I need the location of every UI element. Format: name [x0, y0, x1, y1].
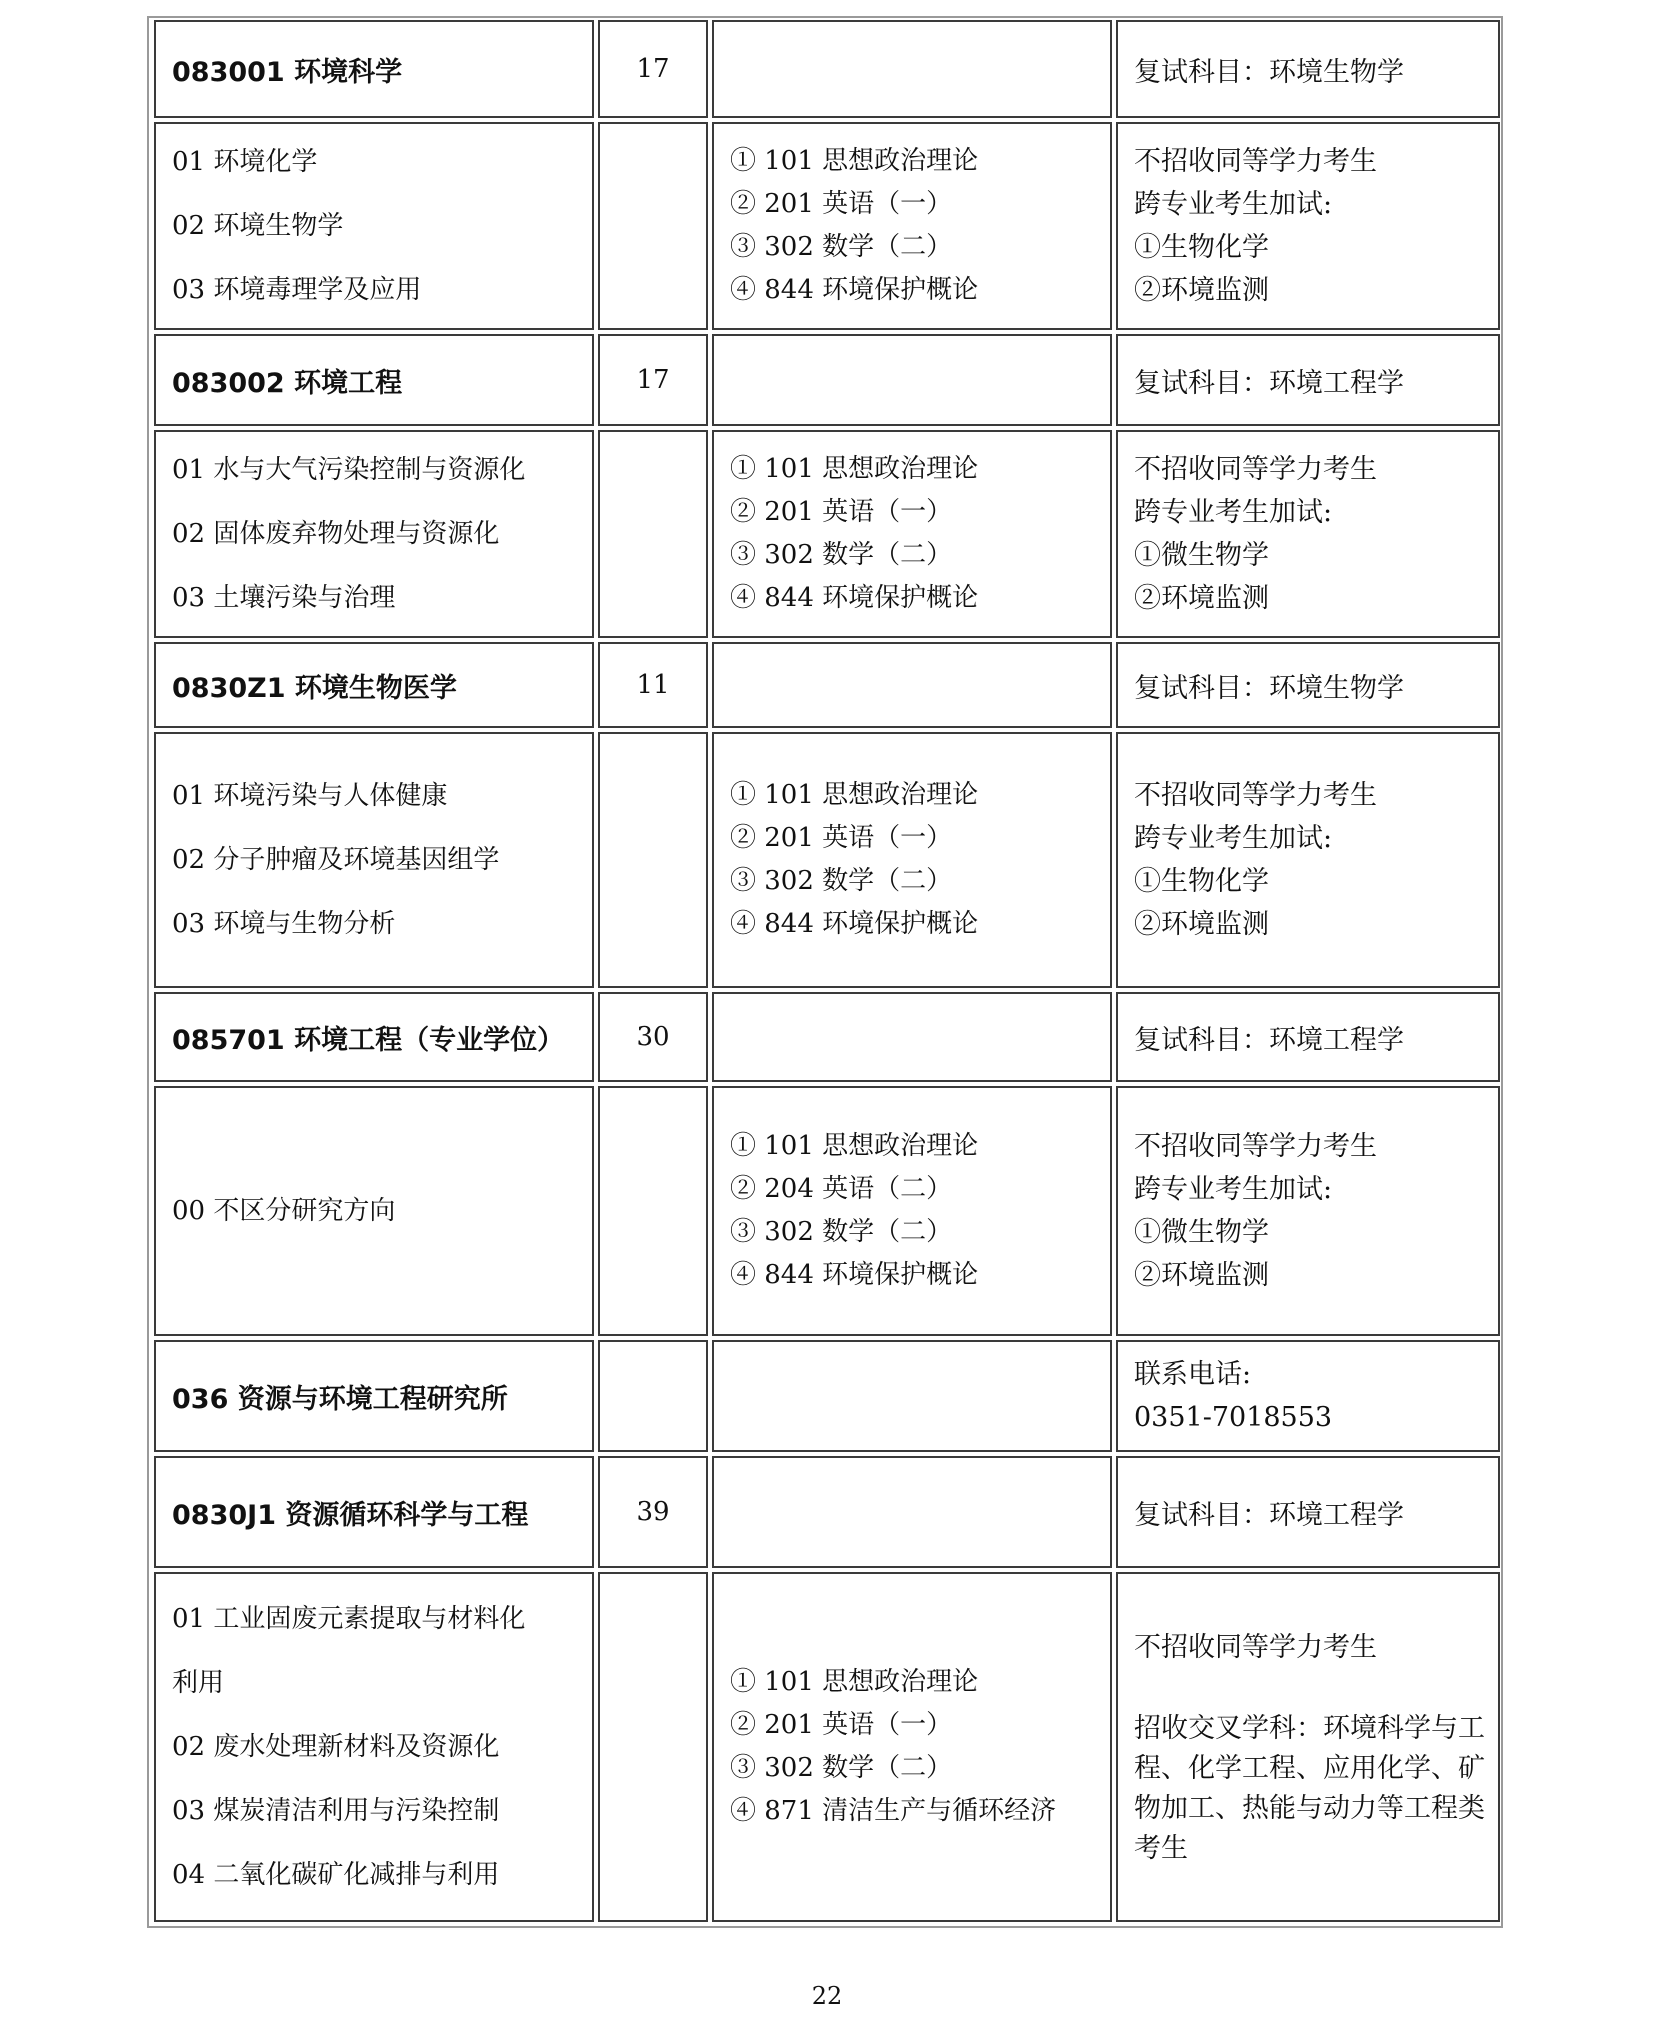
detail-row [149, 430, 1501, 638]
enrollment-quota: 30 [598, 992, 708, 1082]
remark-item: ②环境监测 [1134, 583, 1269, 614]
quota-cell [598, 732, 708, 988]
exam-subject-item: ② 201 英语（一） [730, 497, 953, 527]
exam-subject-item: ③ 302 数学（二） [730, 1217, 953, 1247]
remark-item: 不招收同等学力考生 [1134, 1131, 1377, 1162]
exam-subject-item: ② 201 英语（一） [730, 823, 953, 853]
direction-item: 03 土壤污染与治理 [172, 583, 396, 613]
direction-item: 01 环境化学 [172, 147, 318, 177]
direction-item: 04 二氧化碳矿化减排与利用 [172, 1860, 500, 1890]
exam-subject-item: ③ 302 数学（二） [730, 540, 953, 570]
direction-item: 03 环境与生物分析 [172, 909, 396, 939]
quota-cell [598, 430, 708, 638]
research-directions [154, 1086, 594, 1336]
exam-subjects [712, 1086, 1112, 1336]
direction-item: 02 废水处理新材料及资源化 [172, 1732, 500, 1762]
major-row [149, 1456, 1501, 1568]
remarks [1116, 732, 1500, 988]
exam-subject-item: ② 201 英语（一） [730, 189, 953, 219]
direction-item: 01 水与大气污染控制与资源化 [172, 455, 526, 485]
remark-item: 跨专业考生加试: [1134, 823, 1333, 854]
exam-subject-item: ① 101 思想政治理论 [730, 454, 979, 484]
major-code-name: 0830Z1 环境生物医学 [154, 642, 594, 728]
exam-subject-item: ③ 302 数学（二） [730, 1753, 953, 1783]
exam-subjects-cell [712, 1340, 1112, 1452]
direction-item: 03 环境毒理学及应用 [172, 275, 422, 305]
retest-subject: 复试科目：环境工程学 [1116, 1456, 1500, 1568]
exam-subject-item: ① 101 思想政治理论 [730, 146, 979, 176]
retest-subject: 复试科目：环境生物学 [1116, 642, 1500, 728]
direction-item: 02 分子肿瘤及环境基因组学 [172, 845, 500, 875]
remarks [1116, 1572, 1500, 1922]
quota-cell [598, 122, 708, 330]
exam-subject-item: ④ 844 环境保护概论 [730, 909, 979, 939]
direction-item: 00 不区分研究方向 [172, 1196, 396, 1226]
page-number: 22 [811, 1982, 843, 2010]
major-row [149, 642, 1501, 728]
direction-item: 01 工业固废元素提取与材料化 [172, 1604, 526, 1634]
exam-subject-item: ④ 844 环境保护概论 [730, 583, 979, 613]
direction-item: 01 环境污染与人体健康 [172, 781, 448, 811]
remark-item: 不招收同等学力考生 [1134, 780, 1377, 811]
exam-subject-item: ① 101 思想政治理论 [730, 1667, 979, 1697]
exam-subject-item: ① 101 思想政治理论 [730, 780, 979, 810]
remark-item: 跨专业考生加试: [1134, 189, 1333, 220]
exam-subjects-cell [712, 1456, 1112, 1568]
research-directions [154, 122, 594, 330]
direction-item: 利用 [172, 1668, 225, 1698]
remark-item: ①生物化学 [1134, 232, 1269, 263]
remark-item: ②环境监测 [1134, 909, 1269, 940]
exam-subjects [712, 430, 1112, 638]
exam-subjects-cell [712, 20, 1112, 118]
research-directions [154, 1572, 594, 1922]
remark-item: 不招收同等学力考生 [1134, 1631, 1377, 1663]
exam-subject-item: ④ 844 环境保护概论 [730, 1260, 979, 1290]
retest-subject: 复试科目：环境生物学 [1116, 20, 1500, 118]
major-code-name: 0830J1 资源循环科学与工程 [154, 1456, 594, 1568]
remark-item: ①生物化学 [1134, 866, 1269, 897]
exam-subjects-cell [712, 334, 1112, 426]
exam-subjects [712, 1572, 1112, 1922]
remark-item: ②环境监测 [1134, 275, 1269, 306]
enrollment-quota: 17 [598, 20, 708, 118]
remark-item: 跨专业考生加试: [1134, 1174, 1333, 1205]
exam-subjects-cell [712, 642, 1112, 728]
detail-row [149, 1572, 1501, 1922]
contact-phone: 0351-7018553 [1134, 1402, 1333, 1433]
exam-subject-item: ③ 302 数学（二） [730, 866, 953, 896]
contact-label: 联系电话: [1134, 1359, 1252, 1390]
remarks [1116, 430, 1500, 638]
institute-code-name: 036 资源与环境工程研究所 [154, 1340, 594, 1452]
contact-info [1116, 1340, 1500, 1452]
exam-subjects [712, 122, 1112, 330]
exam-subject-item: ④ 871 清洁生产与循环经济 [730, 1796, 1057, 1826]
detail-row [149, 122, 1501, 330]
remark-item: ①微生物学 [1134, 540, 1269, 571]
major-code-name: 085701 环境工程（专业学位） [154, 992, 594, 1082]
remark-item: 不招收同等学力考生 [1134, 454, 1377, 485]
remark-item: 跨专业考生加试: [1134, 497, 1333, 528]
remark-item: ②环境监测 [1134, 1260, 1269, 1291]
remark-item: ①微生物学 [1134, 1217, 1269, 1248]
detail-row [149, 732, 1501, 988]
exam-subject-item: ① 101 思想政治理论 [730, 1131, 979, 1161]
enrollment-quota: 11 [598, 642, 708, 728]
exam-subject-item: ③ 302 数学（二） [730, 232, 953, 262]
exam-subject-item: ② 201 英语（一） [730, 1710, 953, 1740]
major-row [149, 334, 1501, 426]
admissions-table [147, 16, 1503, 1928]
detail-row [149, 1086, 1501, 1336]
remark-item: 不招收同等学力考生 [1134, 146, 1377, 177]
exam-subject-item: ② 204 英语（二） [730, 1174, 953, 1204]
remark-cross-discipline: 招收交叉学科：环境科学与工程、化学工程、应用化学、矿物加工、热能与动力等工程类考生 [1134, 1712, 1485, 1864]
major-code-name: 083002 环境工程 [154, 334, 594, 426]
research-directions [154, 732, 594, 988]
institute-row [149, 1340, 1501, 1452]
quota-cell [598, 1572, 708, 1922]
major-row [149, 992, 1501, 1082]
quota-cell [598, 1086, 708, 1336]
direction-item: 03 煤炭清洁利用与污染控制 [172, 1796, 500, 1826]
enrollment-quota: 17 [598, 334, 708, 426]
research-directions [154, 430, 594, 638]
retest-subject: 复试科目：环境工程学 [1116, 992, 1500, 1082]
remarks [1116, 122, 1500, 330]
direction-item: 02 固体废弃物处理与资源化 [172, 519, 500, 549]
exam-subjects [712, 732, 1112, 988]
exam-subjects-cell [712, 992, 1112, 1082]
direction-item: 02 环境生物学 [172, 211, 344, 241]
enrollment-quota: 39 [598, 1456, 708, 1568]
major-code-name: 083001 环境科学 [154, 20, 594, 118]
retest-subject: 复试科目：环境工程学 [1116, 334, 1500, 426]
remarks [1116, 1086, 1500, 1336]
exam-subject-item: ④ 844 环境保护概论 [730, 275, 979, 305]
enrollment-quota [598, 1340, 708, 1452]
major-row [149, 20, 1501, 118]
